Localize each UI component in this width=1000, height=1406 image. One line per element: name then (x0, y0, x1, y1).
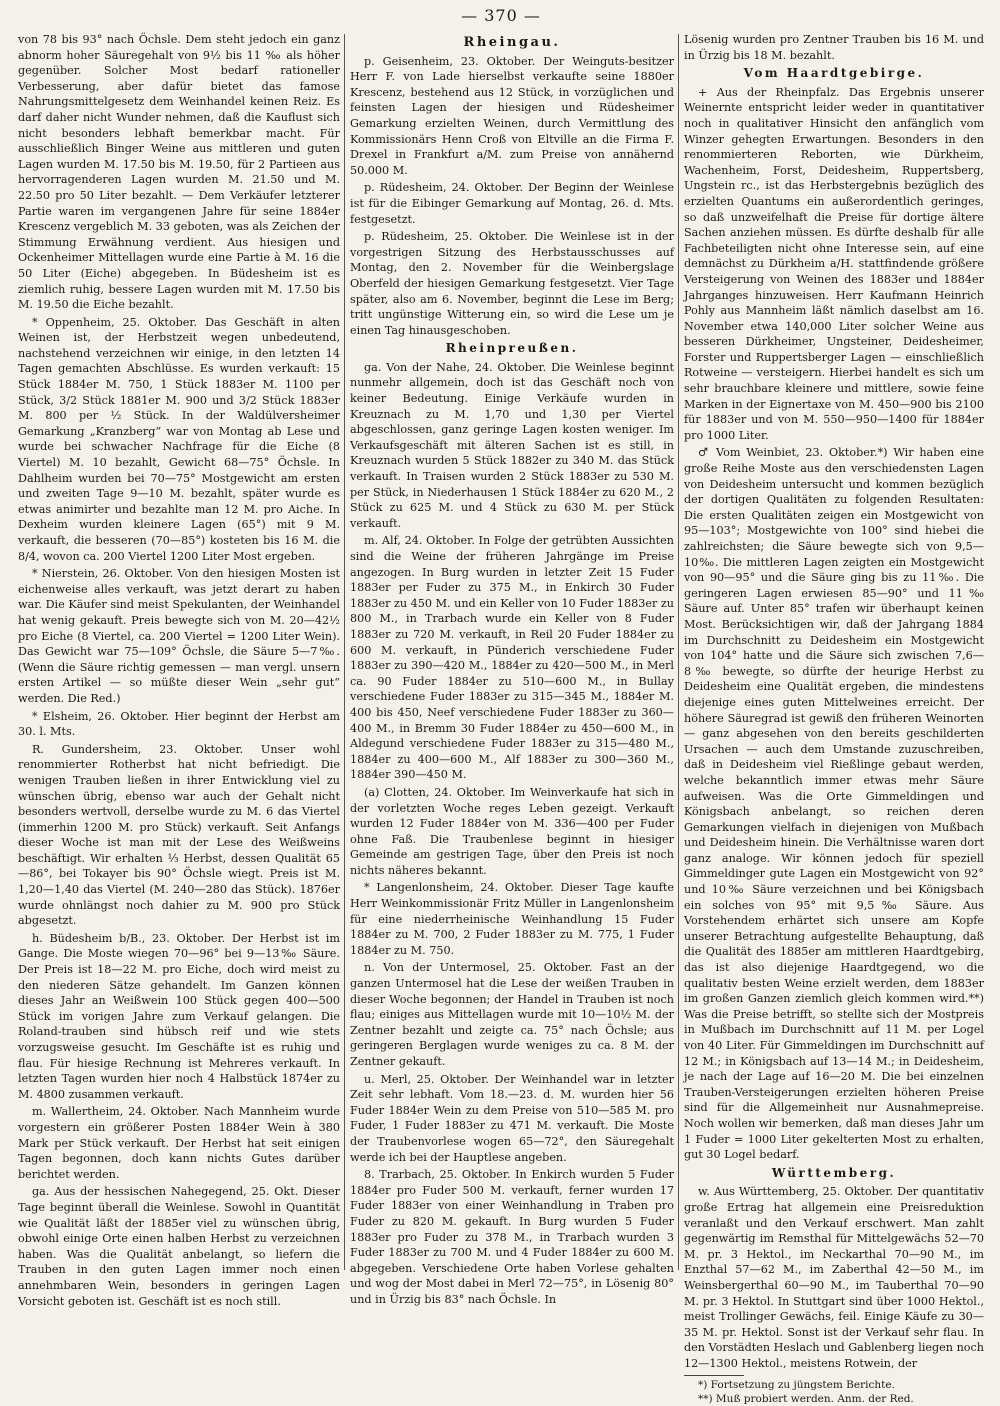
article-paragraph: p. Rüdesheim, 24. Oktober. Der Beginn der Weinlese ist für die Eibinger Gemarkung auf Montag, 26. d. Mts. festgesetzt. (350, 181, 674, 226)
article-paragraph: ga. Von der Nahe, 24. Oktober. Die Weinlese beginnt nunmehr allgemein, doch ist das Geschäft noch von keiner Bedeutung. Einige Verkäufe wurden in Kreuznach zu M. 1,70 und 1,30 per Viertel abgeschlossen, ganz geringe Lagen kosten weniger. Im Verkaufsgeschäft mit älteren Sachen ist es still, in Kreuznach wurden 5 Stück 1882er zu 340 M. das Stück verkauft. In Traisen wurden 2 Stück 1883er zu 530 M. per Stück, in Niederhausen 1 Stück 1884er zu 620 M., 2 Stück zu 625 M. und 4 Stück zu 630 M. per Stück verkauft. (350, 360, 674, 530)
section-heading-rheinpreussen: Rheinpreußen. (445, 341, 579, 356)
article-paragraph: ♂ Vom Weinbiet, 23. Oktober.*) Wir haben eine große Reihe Moste aus den verschiedensten Lagen von Deidesheim untersucht und kommen bezüglich der dortigen Qualitäten zu folgenden Resultaten: Die ersten Qualitäten zeigen ein Mostgewicht von 95—103°; Mostgewichte von 100° sind hiebei die zahlreichsten; die Säure bewegte sich von 9,5—10‰. Die mittleren Lagen zeigten ein Mostgewicht von 90—95° und die Säure ging bis zu 11‰. Die geringeren Lagen erwiesen 85—90° und 11‰ Säure auf. Unter 85° trafen wir überhaupt keinen Most. Berücksichtigen wir, daß der Jahrgang 1884 im Durchschnitt zu Deidesheim ein Mostgewicht von 104° hatte und die Säure sich zwischen 7,6—8‰ bewegte, so dürfte der heurige Herbst zu Deidesheim eine Qualität ergeben, die mindestens diejenige eines guten Mittelweines erreicht. Der höhere Säuregrad ist gewiß den früheren Weinorten — ganz abgesehen von den bereits geschilderten Ursachen — auch dem Umstande zuzuschreiben, daß in Deidesheim viel Rießlinge gebaut werden, welche bekanntlich immer etwas mehr Säure aufweisen. Was die Orte Gimmeldingen und Königsbach anbelangt, so reichen deren Gemarkungen vielfach in diejenigen von Mußbach und Deidesheim hinein. Die Verhältnisse waren dort ganz analoge. Wir können jedoch für speziell Gimmeldinger gute Lagen ein Mostgewicht von 92° und 10‰ Säure verzeichnen und bei Königsbach ein solches von 95° mit 9,5‰ Säure. Aus Vorstehendem erhärtet sich unsere am Kopfe unserer Betrachtung aufgestellte Behauptung, daß die Qualität des 1885er am mittleren Haardtgebirg, das ist also diejenige Haardtgegend, wo die qualitativ besten Weine erzielt werden, dem 1883er im großen Ganzen ziemlich gleich kommen wird.**) Was die Preise betrifft, so stellte sich der Mostpreis in Mußbach im Durchschnitt auf 11 M. per Logel von 40 Liter. Für Gimmeldingen im Durchschnitt auf 12 M.; in Königsbach auf 13—14 M.; in Deidesheim, je nach der Lage auf 16—20 M. Die bei einzelnen Trauben-Versteigerungen erzielten höheren Preise sind für die Allgemeinheit nur Ausnahmepreise. Noch wollen wir bemerken, daß man dieses Jahr um 1 Fuder = 1000 Liter gekelterten Most zu erhalten, gut 30 Logel bedarf. (684, 446, 984, 1162)
article-paragraph: w. Aus Württemberg, 25. Oktober. Der quantitativ große Ertrag hat allgemein eine Preisreduktion veranlaßt und den Verkauf erschwert. Man zahlt gegenwärtig im Remsthal für Mittelgewächs 52—70 M. pr. 3 Hektol., im Neckarthal 70—90 M., im Enzthal 57—62 M., im Zaberthal 42—50 M., im Weinsbergerthal 60—90 M., im Tauberthal 70—90 M. pr. 3 Hektol. In Stuttgart sind über 1000 Hektol., meist Trollinger Gewächs, feil. Einige Käufe zu 30—35 M. pr. Hektol. Sonst ist der Verkauf sehr flau. In den Vorstädten Heslach und Gablenberg liegen noch 12—1300 Hektol., meistens Rotwein, der (684, 1185, 984, 1370)
article-paragraph: * Oppenheim, 25. Oktober. Das Geschäft in alten Weinen ist, der Herbstzeit wegen unbedeutend, nachstehend verzeichnen wir einige, in den letzten 14 Tagen gemachten Abschlüsse. Es wurden verkauft: 15 Stück 1884er M. 750, 1 Stück 1883er M. 1100 per Stück, 3/2 Stück 1881er M. 900 und 3/2 Stück 1883er M. 800 per ½ Stück. In der Waldülversheimer Gemarkung „Kranzberg“ war von Montag ab Lese und wurde bei schwacher Nachfrage für die Eiche (8 Viertel) M. 10 bezahlt, Gewicht 68—75° Öchsle. In Dahlheim wurden bei 70—75° Mostgewicht am ersten und zweiten Tage 9—10 M. bezahlt, später wurde es etwas animirter und bezahlte man 12 M. pro Aiche. In Dexheim wurden kleinere Lagen (65°) mit 9 M. verkauft, die besseren (70—85°) kosteten bis 16 M. die 8/4, wovon ca. 200 Viertel 1200 Liter Most ergeben. (18, 315, 340, 563)
article-paragraph: R. Gundersheim, 23. Oktober. Unser wohl renommierter Rotherbst hat nicht befriedigt. Die wenigen Trauben ließen in ihrer Entwicklung viel zu wünschen übrig, ebenso war auch der Gehalt nicht besonders wertvoll, derselbe wurde zu M. 6 das Viertel (immerhin 1200 M. pro Stück) verkauft. Seit Anfangs dieser Woche ist man mit der Lese des Weißweins beschäftigt. Wir erhalten ⅓ Herbst, dessen Qualität 65—86°, bei Tokayer bis 90° Öchsle wiegt. Preis ist M. 1,20—1,40 das Viertel (M. 240—280 das Stück). 1876er wurde ohnlängst noch dahier zu M. 900 pro Stück abgesetzt. (18, 742, 340, 928)
footnote: *) Fortsetzung zu jüngstem Berichte. (698, 1379, 895, 1392)
section-heading-rheingau: Rheingau. (463, 35, 561, 50)
section-heading-haardtgebirge: Vom Haardtgebirge. (743, 66, 925, 81)
column-2 (350, 32, 674, 1306)
article-paragraph: * Nierstein, 26. Oktober. Von den hiesigen Mosten ist eichenweise alles verkauft, was jetzt derart zu haben war. Die Käufer sind meist Spekulanten, der Weinhandel hat wenig gekauft. Preis bewegte sich von M. 20—42½ pro Eiche (8 Viertel, ca. 200 Viertel = 1200 Liter Wein). Das Gewicht war 75—109° Öchsle, die Säure 5—7‰. (Wenn die Säure richtig gemessen — man vergl. unsern ersten Artikel — so müßte dieser Wein „sehr gut“ werden. Die Red.) (18, 567, 340, 705)
article-paragraph: m. Wallertheim, 24. Oktober. Nach Mannheim wurde vorgestern ein größerer Posten 1884er Wein à 380 Mark per Stück verkauft. Der Herbst hat seit einigen Tagen begonnen, doch kann nichts Gutes darüber berichtet werden. (18, 1105, 340, 1181)
article-paragraph: n. Von der Untermosel, 25. Oktober. Fast an der ganzen Untermosel hat die Lese der weißen Trauben in dieser Woche begonnen; der Handel in Trauben ist noch flau; einiges aus Mittellagen wurde mit 10—10½ M. der Zentner bezahlt und zeigte ca. 75° nach Öchsle; aus geringeren Berglagen wurde weniges zu ca. 8 M. der Zentner gekauft. (350, 961, 674, 1068)
article-paragraph: p. Rüdesheim, 25. Oktober. Die Weinlese ist in der vorgestrigen Sitzung des Herbstausschusses auf Montag, den 2. November für die Weinbergslage Oberfeld der hiesigen Gemarkung festgesetzt. Vier Tage später, also am 6. November, beginnt die Lese im Berg; tritt ungünstige Witterung ein, so wird die Lese um je einen Tag hinausgeschoben. (350, 230, 674, 337)
page-number: — 370 — (461, 6, 541, 25)
column-1 (18, 32, 340, 1308)
article-paragraph: * Langenlonsheim, 24. Oktober. Dieser Tage kaufte Herr Weinkommissionär Fritz Müller in Langenlonsheim für eine niederrheinische Weinhandlung 15 Fuder 1884er zu M. 700, 2 Fuder 1883er zu M. 775, 1 Fuder 1884er zu M. 750. (350, 881, 674, 957)
article-paragraph: u. Merl, 25. Oktober. Der Weinhandel war in letzter Zeit sehr lebhaft. Vom 18.—23. d. M. wurden hier 56 Fuder 1884er Wein zu dem Preise von 510—585 M. pro Fuder, 1 Fuder 1883er zu 471 M. verkauft. Die Moste der Traubenvorlese wogen 65—72°, den Säuregehalt werde ich bei der Hauptlese angeben. (350, 1072, 674, 1164)
section-heading-wuerttemberg: Württemberg. (771, 1165, 897, 1180)
column-3 (684, 32, 984, 1406)
article-paragraph: Lösenig wurden pro Zentner Trauben bis 16 M. und in Ürzig bis 18 M. bezahlt. (684, 33, 984, 62)
article-paragraph: (a) Clotten, 24. Oktober. Im Weinverkaufe hat sich in der vorletzten Woche reges Leben gezeigt. Verkauft wurden 12 Fuder 1884er von M. 336—400 per Fuder ohne Faß. Die Traubenlese beginnt in hiesiger Gemeinde am gestrigen Tage, über den Preis ist noch nichts näheres bekannt. (350, 785, 674, 877)
article-paragraph: 8. Trarbach, 25. Oktober. In Enkirch wurden 5 Fuder 1884er pro Fuder 500 M. verkauft, ferner wurden 17 Fuder 1883er von einer Weinhandlung in Traben pro Fuder zu 820 M. gekauft. In Burg wurden 5 Fuder 1883er pro Fuder zu 378 M., in Trarbach wurden 3 Fuder 1883er zu 700 M. und 4 Fuder 1884er zu 600 M. abgegeben. Verschiedene Orte haben Vorlese gehalten und wog der Most dabei in Merl 72—75°, in Lösenig 80° und in Ürzig bis 83° nach Öchsle. In (350, 1168, 674, 1306)
footnote-rule (684, 1375, 744, 1376)
footnote: **) Muß probiert werden. Anm. der Red. (698, 1393, 914, 1406)
article-paragraph: p. Geisenheim, 23. Oktober. Der Weinguts-besitzer Herr F. von Lade hierselbst verkaufte seine 1880er Krescenz, bestehend aus 12 Stück, in vorzüglichen und feinsten Lagen der hiesigen und Rüdesheimer Gemarkung erzielten Weinen, durch Vermittlung des Kommissionärs Henn Croß von Eltville an die Firma F. Drexel in Frankfurt a/M. zum Preise von annähernd 50.000 M. (350, 54, 674, 177)
article-paragraph: ga. Aus der hessischen Nahegegend, 25. Okt. Dieser Tage beginnt überall die Weinlese. Sowohl in Quantität wie Qualität läßt der 1885er viel zu wünschen übrig, obwohl einige Orte einen halben Herbst zu verzeichnen haben. Was die Qualität anbelangt, so liefern die Trauben in den guten Lagen immer noch einen annehmbaren Wein, besonders in geringen Lagen Vorsicht geboten ist. Geschäft ist es noch still. (18, 1185, 340, 1308)
article-paragraph: m. Alf, 24. Oktober. In Folge der getrübten Aussichten sind die Weine der früheren Jahrgänge im Preise angezogen. In Burg wurden in letzter Zeit 15 Fuder 1883er per Fuder zu 375 M., in Enkirch 30 Fuder 1883er zu 450 M. und ein Keller von 10 Fuder 1883er zu 800 M., in Trarbach wurde ein Keller von 8 Fuder 1883er zu 720 M. verkauft, in Reil 20 Fuder 1884er zu 600 M. verkauft, in Pünderich verschiedene Fuder 1883er zu 390—420 M., 1884er zu 420—500 M., in Merl ca. 90 Fuder 1884er zu 510—600 M., in Bullay verschiedene Fuder 1883er zu 315—345 M., 1884er M. 400 bis 450, Neef verschiedene Fuder 1883er zu 360—400 M., in Bremm 30 Fuder 1884er zu 450—600 M., in Aldegund verschiedene Fuder 1883er zu 315—480 M., 1884er zu 400—600 M., Alf 1883er zu 300—360 M., 1884er 390—450 M. (350, 534, 674, 782)
footnotes (684, 1375, 984, 1406)
article-paragraph: von 78 bis 93° nach Öchsle. Dem steht jedoch ein ganz abnorm hoher Säuregehalt von 9½ bis 11 ‰ als höher gegenüber. Solcher Most bedarf rationeller Verbesserung, aber dafür bietet das famose Nahrungsmittelgesetz dem Weinhandel keinen Reiz. Es darf daher nicht Wunder nehmen, daß die Kauflust sich nicht besonders lebhaft bemerkbar macht. Für ausschließlich Binger Weine aus mittleren und guten Lagen wurden M. 17.50 bis M. 19.50, für 2 Partieen aus hervorragenderen Lagen wurden M. 21.50 und M. 22.50 pro 50 Liter bezahlt. — Dem Verkäufer letzterer Partie waren im vergangenen Jahre für seine 1884er Krescenz vergeblich M. 33 geboten, was als Zeichen der Stimmung Erwähnung verdient. Aus hiesigen und Ockenheimer Mittellagen wurde eine Partie à M. 16 die 50 Liter (Eiche) abgegeben. In Büdesheim ist es ziemlich ruhig, bessere Lagen wurden mit M. 17.50 bis M. 19.50 die Eiche bezahlt. (18, 33, 340, 312)
article-paragraph: h. Büdesheim b/B., 23. Oktober. Der Herbst ist im Gange. Die Moste wiegen 70—96° bei 9—13‰ Säure. Der Preis ist 18—22 M. pro Eiche, doch wird meist zu den niederen Sätze gehandelt. Im Ganzen können dieses Jahr an Weißwein 100 Stück gegen 400—500 Stück im vorigen Jahre zum Verkauf gelangen. Die Roland-trauben sind hübsch reif und wie stets vorzugsweise gesucht. Im Geschäfte ist es ruhig und flau. Für hiesige Rechnung ist Mehreres verkauft. In letzten Tagen wurden hier noch 4 Halbstück 1874er zu M. 4800 zusammen verkauft. (18, 931, 340, 1101)
newspaper-page (18, 6, 984, 1406)
article-paragraph: * Elsheim, 26. Oktober. Hier beginnt der Herbst am 30. l. Mts. (18, 709, 340, 739)
article-paragraph: + Aus der Rheinpfalz. Das Ergebnis unserer Weinernte entspricht leider weder in quantitativer noch in qualitativer Hinsicht den anfänglich vom Winzer gehegten Erwartungen. Besonders in den renommierteren Reborten, wie Dürkheim, Wachenheim, Forst, Deidesheim, Ruppertsberg, Ungstein rc., ist das Herbstergebnis bezüglich des erzielten Quantums ein außerordentlich geringes, so daß unzweifelhaft die Preise für dortige ältere Sachen anziehen müssen. Es dürfte deshalb für alle Fachbeteiligten nicht ohne Interesse sein, auf eine demnächst zu Dürkheim a/H. stattfindende größere Versteigerung von Weinen des 1883er und 1884er Jahrganges hinzuweisen. Herr Kaufmann Heinrich Pohly aus Mannheim läßt nämlich daselbst am 16. November etwa 140,000 Liter solcher Weine aus besseren Dürkheimer, Ungsteiner, Deidesheimer, Forster und Ruppertsberger Lagen — einschließlich Rotweine — versteigern. Hierbei handelt es sich um sehr brauchbare kleinere und mittlere, sowie feine Marken in der Eignertaxe von M. 450—900 bis 2100 für 1883er und von M. 550—950—1400 für 1884er pro 1000 Liter. (684, 85, 984, 442)
